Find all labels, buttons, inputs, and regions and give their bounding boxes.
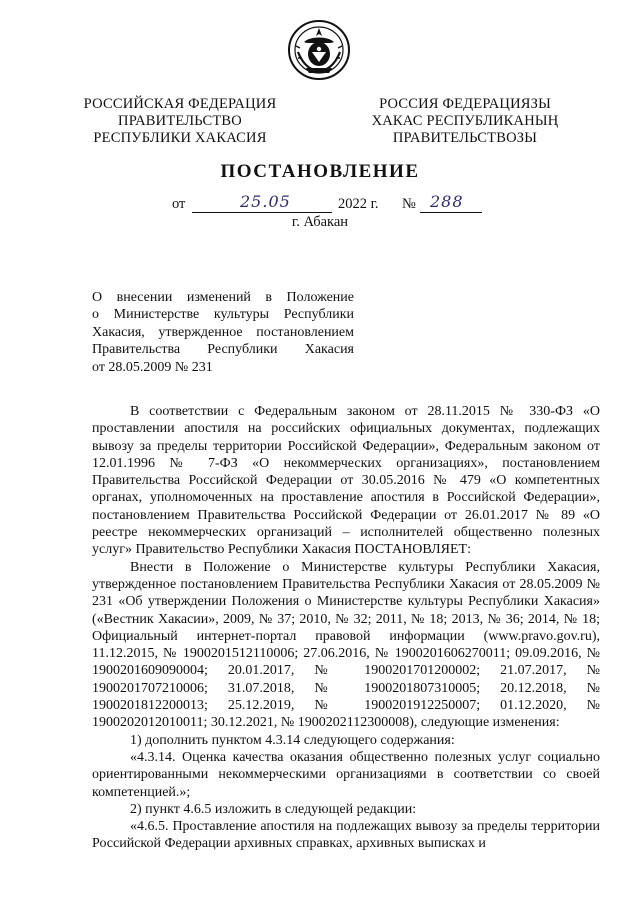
year-text: 2022 г. xyxy=(338,196,379,212)
subject-line: О внесении изменений в Положение xyxy=(92,290,354,305)
paragraph: 2) пункт 4.6.5 изложить в следующей редакции: xyxy=(130,801,417,817)
date-prefix: от xyxy=(172,196,186,212)
header-left-line: РОССИЙСКАЯ ФЕДЕРАЦИЯ xyxy=(83,96,277,112)
date-number-line xyxy=(0,192,640,216)
header-right-line: РОССИЯ ФЕДЕРАЦИЯЗЫ xyxy=(379,96,551,112)
city-name: г. Абакан xyxy=(291,214,349,230)
paragraph: «4.3.14. Оценка качества оказания общественно полезных услуг социально ориентированными некоммерческими организациями в соответствии со своей компетенцией.»; xyxy=(92,749,600,800)
header-left-line: РЕСПУБЛИКИ ХАКАСИЯ xyxy=(93,130,267,146)
subject-line: Хакасия, утвержденное постановлением xyxy=(92,324,354,340)
header-right xyxy=(350,96,580,147)
header-left xyxy=(70,96,290,147)
subject-line: о Министерстве культуры Республики xyxy=(92,307,354,323)
paragraph: Внести в Положение о Министерстве культуры Республики Хакасия, утвержденное постановлением Правительства Республики Хакасия от 28.05.2009 № 231 «Об утверждении Положения о Министерстве культуры Республики Хакасия» («Вестник Хакасии», 2009, № 37; 2010, № 32; 2011, № 18; 2013, № 36; 2014, № 18; Официальный интернет-портал правовой информации (www.pravo.gov.ru), 11.12.2015, № 1900201512110006; 27.06.2016, № 1900201606270011; 09.09.2016, № 1900201609090004; 20.01.2017, № 1900201701200002; 21.07.2017, № 1900201707210006; 31.07.2018, № 1900201807310005; 20.12.2018, № 1900201812200013; 25.12.2019, № 1900201912250007; 01.12.2020, № 1900202012010011; 30.12.2021, № 1900202112300008), следующие изменения: xyxy=(92,559,600,731)
header-left-line: ПРАВИТЕЛЬСТВО xyxy=(118,113,242,129)
number-sign: № xyxy=(402,196,416,212)
header-right-line: ХАКАС РЕСПУБЛИКАНЫҢ xyxy=(371,113,559,129)
body-text xyxy=(92,403,600,853)
subject-block xyxy=(92,289,354,376)
paragraph: «4.6.5. Проставление апостиля на подлежащих вывозу за пределы территории Российской Федерации архивных справках, архивных выписках и xyxy=(92,819,600,852)
paragraph: 1) дополнить пунктом 4.3.14 следующего содержания: xyxy=(130,732,455,748)
handwritten-date: 25.05 xyxy=(240,192,291,211)
header-right-line: ПРАВИТЕЛЬСТВОЗЫ xyxy=(392,130,538,146)
subject-line: Правительства Республики Хакасия xyxy=(92,342,354,358)
document-title: ПОСТАНОВЛЕНИЕ xyxy=(220,161,420,182)
subject-line: от 28.05.2009 № 231 xyxy=(92,359,213,375)
handwritten-number: 288 xyxy=(430,192,464,211)
paragraph: В соответствии с Федеральным законом от 28.11.2015 № 330-ФЗ «О проставлении апостиля на российских официальных документах, подлежащих вывозу за пределы территории Российской Федерации», Федеральным законом от 12.01.1996 № 7-ФЗ «О некоммерческих организациях», постановлением Правительства Российской Федерации от 30.05.2016 № 479 «О компетентных органах, уполномоченных на проставление апостиля в Российской Федерации», постановлением Правительства Российской Федерации от 26.01.2017 № 89 «О реестре некоммерческих организаций – исполнителей общественно полезных услуг» Правительство Республики Хакасия ПОСТАНОВЛЯЕТ: xyxy=(92,404,600,558)
coat-of-arms-emblem xyxy=(284,18,354,82)
